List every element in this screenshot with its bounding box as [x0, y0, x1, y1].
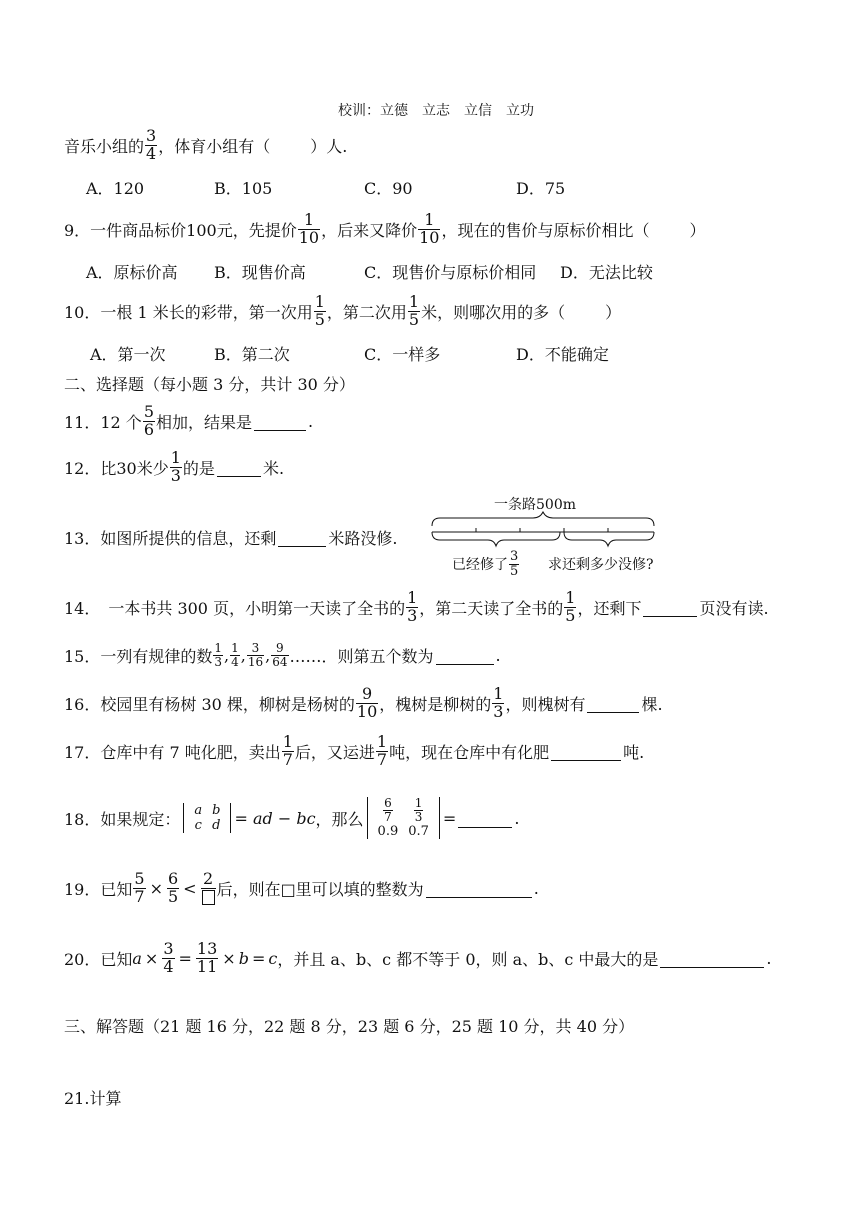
- answer-blank[interactable]: [458, 809, 512, 828]
- q9-stem: 9．一件商品标价100元，先提价 $\frac{1}{10}$ ，后来又降价 $\frac{1}{10}$ ，现在的售价与原标价相比（ ）: [64, 209, 706, 247]
- q9-option-b[interactable]: B．现售价高: [214, 262, 306, 282]
- q11: 11．12 个 $\frac{5}{6}$ 相加，结果是 .: [64, 401, 314, 439]
- q8-option-b[interactable]: B．105: [214, 178, 273, 198]
- section-2-title: 二、选择题（每小题 3 分，共计 30 分）: [64, 374, 355, 394]
- determinant-definition: a b c d: [183, 803, 231, 833]
- answer-blank[interactable]: [587, 694, 639, 713]
- q10-stem: 10．一根 1 米长的彩带，第一次用 $\frac{1}{5}$ ，第二次用 $\frac{1}{5}$ 米，则哪次用的多（ ）: [64, 291, 622, 329]
- q9-option-c[interactable]: C．现售价与原标价相同: [364, 262, 537, 282]
- school-motto: 校训：立德 立志 立信 立功: [338, 103, 534, 119]
- answer-blank[interactable]: [254, 412, 306, 431]
- q16: 16．校园里有杨树 30 棵，柳树是杨树的 $\frac{9}{10}$ ，槐树是柳树的 $\frac{1}{3}$ ，则槐树有 棵.: [64, 683, 663, 721]
- q18: 18．如果规定： a b c d = ad − bc ，那么 $\frac{6}{7}$ $\frac{1}{3}$ 0.9 0.7 = .: [64, 796, 520, 839]
- q20: 20．已知 a × $\frac{3}{4}$ = $\frac{13}{11}$ × b = c ，并且 a、b、c 都不等于 0，则 a、b、c 中最大的是 .: [64, 938, 772, 976]
- q8-option-d[interactable]: D．75: [516, 178, 566, 198]
- q10-option-d[interactable]: D．不能确定: [516, 344, 609, 364]
- q13-stem: 13．如图所提供的信息，还剩 米路没修.: [64, 528, 398, 548]
- answer-blank[interactable]: [436, 646, 494, 665]
- q10-option-c[interactable]: C．一样多: [364, 344, 441, 364]
- answer-blank[interactable]: [643, 598, 697, 617]
- q14: 14． 一本书共 300 页，小明第一天读了全书的 $\frac{1}{3}$ ，第二天读了全书的 $\frac{1}{5}$ ，还剩下 页没有读.: [64, 587, 769, 625]
- q9-option-a[interactable]: A．原标价高: [86, 262, 178, 282]
- q12: 12．比30米少 $\frac{1}{3}$ 的是 米.: [64, 447, 285, 485]
- road-length-label: 一条路500m: [494, 497, 576, 513]
- q8-option-c[interactable]: C．90: [364, 178, 413, 198]
- remain-label: 求还剩多少没修?: [548, 557, 654, 573]
- answer-blank[interactable]: [660, 949, 764, 968]
- q19: 19．已知 $\frac{5}{7}$ × $\frac{6}{5}$ < 2 后，则在□里可以填的整数为 .: [64, 868, 539, 906]
- q8-stem: 音乐小组的 $\frac{3}{4}$ ，体育小组有（ ）人.: [64, 125, 348, 163]
- q9-option-d[interactable]: D．无法比较: [560, 262, 653, 282]
- q10-option-b[interactable]: B．第二次: [214, 344, 290, 364]
- q8-option-a[interactable]: A．120: [86, 178, 145, 198]
- section-3-title: 三、解答题（21 题 16 分，22 题 8 分，23 题 6 分，25 题 10 分，共 40 分）: [64, 1016, 635, 1036]
- blank-square-icon: [202, 890, 215, 905]
- determinant-example: $\frac{6}{7}$ $\frac{1}{3}$ 0.9 0.7: [367, 797, 440, 838]
- q10-option-a[interactable]: A．第一次: [90, 344, 166, 364]
- fraction: $\frac{3}{4}$: [146, 125, 157, 163]
- q15: 15．一列有规律的数 $\frac{1}{3}$ , $\frac{1}{4}$ , $\frac{3}{16}$ , $\frac{9}{64}$ ……．则第五个数为 .: [64, 640, 501, 669]
- answer-blank[interactable]: [217, 458, 261, 477]
- answer-blank[interactable]: [426, 879, 532, 898]
- q17: 17．仓库中有 7 吨化肥，卖出 $\frac{1}{7}$ 后，又运进 $\frac{1}{7}$ 吨，现在仓库中有化肥 吨.: [64, 731, 645, 769]
- answer-blank[interactable]: [278, 528, 326, 547]
- answer-blank[interactable]: [551, 742, 621, 761]
- road-diagram: [428, 490, 658, 582]
- done-label: 已经修了 $\frac{3}{5}$: [452, 549, 519, 579]
- road-bracket: [428, 510, 658, 550]
- q21-title: 21.计算: [64, 1088, 122, 1108]
